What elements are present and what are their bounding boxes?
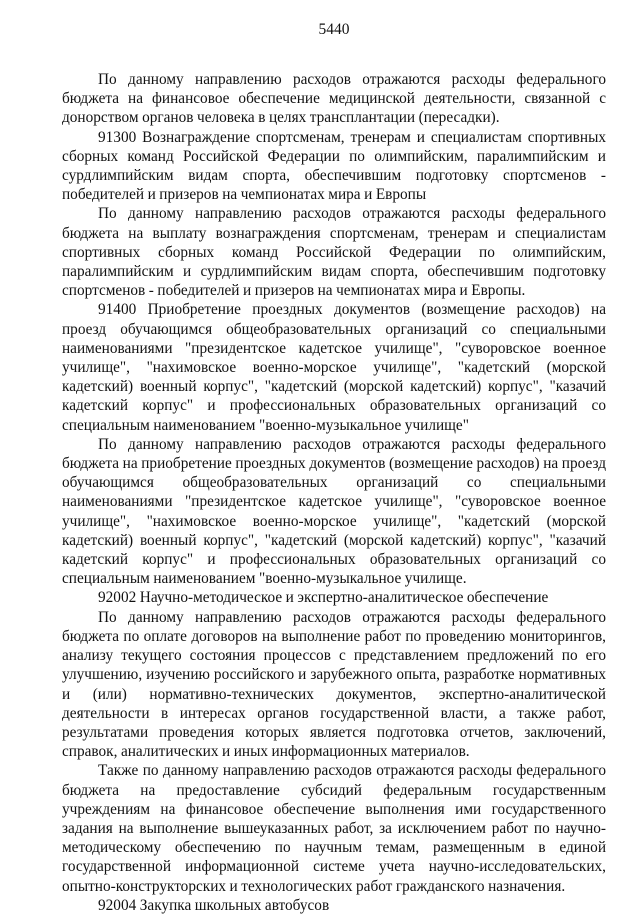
paragraph-91300-description: По данному направлению расходов отражаются расходы федерального бюджета на выплату вознаграждения спортсменам, тренерам и специалистам спортивных сборных команд Российской Федерации по олимпийским, паралимпийским и сурдлимпийским видам спорта, обеспечившим подготовку спортсменов - победителей и призеров на чемпионатах мира и Европы. [62,205,606,300]
paragraph-91400-title: 91400 Приобретение проездных документов (возмещение расходов) на проезд обучающимся общеобразовательных организаций со специальными наименованиями "президентское кадетское училище", "суворовское военное училище", "нахимовское военно-морское училище", "кадетский (морской кадетский) военный корпус", "кадетский (морской кадетский) корпус", "казачий кадетский корпус" и профессиональных образовательных организаций со специальным наименованием "военно-музыкальное училище" [62,301,606,434]
paragraph-92004-title: 92004 Закупка школьных автобусов [98,896,330,914]
page-number: 5440 [318,21,350,38]
paragraph-91300-title: 91300 Вознаграждение спортсменам, тренерам и специалистам спортивных сборных команд Российской Федерации по олимпийским, паралимпийским и сурдлимпийским видам спорта, обеспечившим подготовку спортсменов - победителей и призеров на чемпионатах мира и Европы [62,128,606,204]
paragraph-92002-description: По данному направлению расходов отражаются расходы федерального бюджета по оплате договоров на выполнение работ по проведению мониторингов, анализу текущего состояния процессов с представлением предложений по его улучшению, изучению российского и зарубежного опыта, разработке нормативных и (или) нормативно-технических документов, экспертно-аналитической деятельности в интересах органов государственной власти, а также работ, результатами проведения которых является подготовка отчетов, заключений, справок, аналитических и иных информационных материалов. [62,608,606,761]
paragraph-92002-title: 92002 Научно-методическое и экспертно-аналитическое обеспечение [98,589,549,607]
paragraph-91400-description: По данному направлению расходов отражаются расходы федерального бюджета на приобретение проездных документов (возмещение расходов) на проезд обучающимся общеобразовательных организаций со специальными наименованиями "президентское кадетское училище", "суворовское военное училище", "нахимовское военно-морское училище", "кадетский (морской кадетский) военный корпус", "кадетский (морской кадетский) корпус", "казачий кадетский корпус" и профессиональных образовательных организаций со специальным наименованием "военно-музыкальное училище. [62,435,606,588]
paragraph-transplant-funding: По данному направлению расходов отражаются расходы федерального бюджета на финансовое обеспечение медицинской деятельности, связанной с донорством органов человека в целях трансплантации (пересадки). [62,71,606,127]
paragraph-92002-subsidies: Также по данному направлению расходов отражаются расходы федерального бюджета на предоставление субсидий федеральным государственным учреждениям на финансовое обеспечение выполнения ими государственного задания на выполнение вышеуказанных работ, за исключением работ по научно-методическому обеспечению по научным темам, размещенным в единой государственной информационной системе учета научно-исследовательских, опытно-конструкторских и технологических работ гражданского назначения. [62,762,606,895]
document-page [62,20,606,915]
